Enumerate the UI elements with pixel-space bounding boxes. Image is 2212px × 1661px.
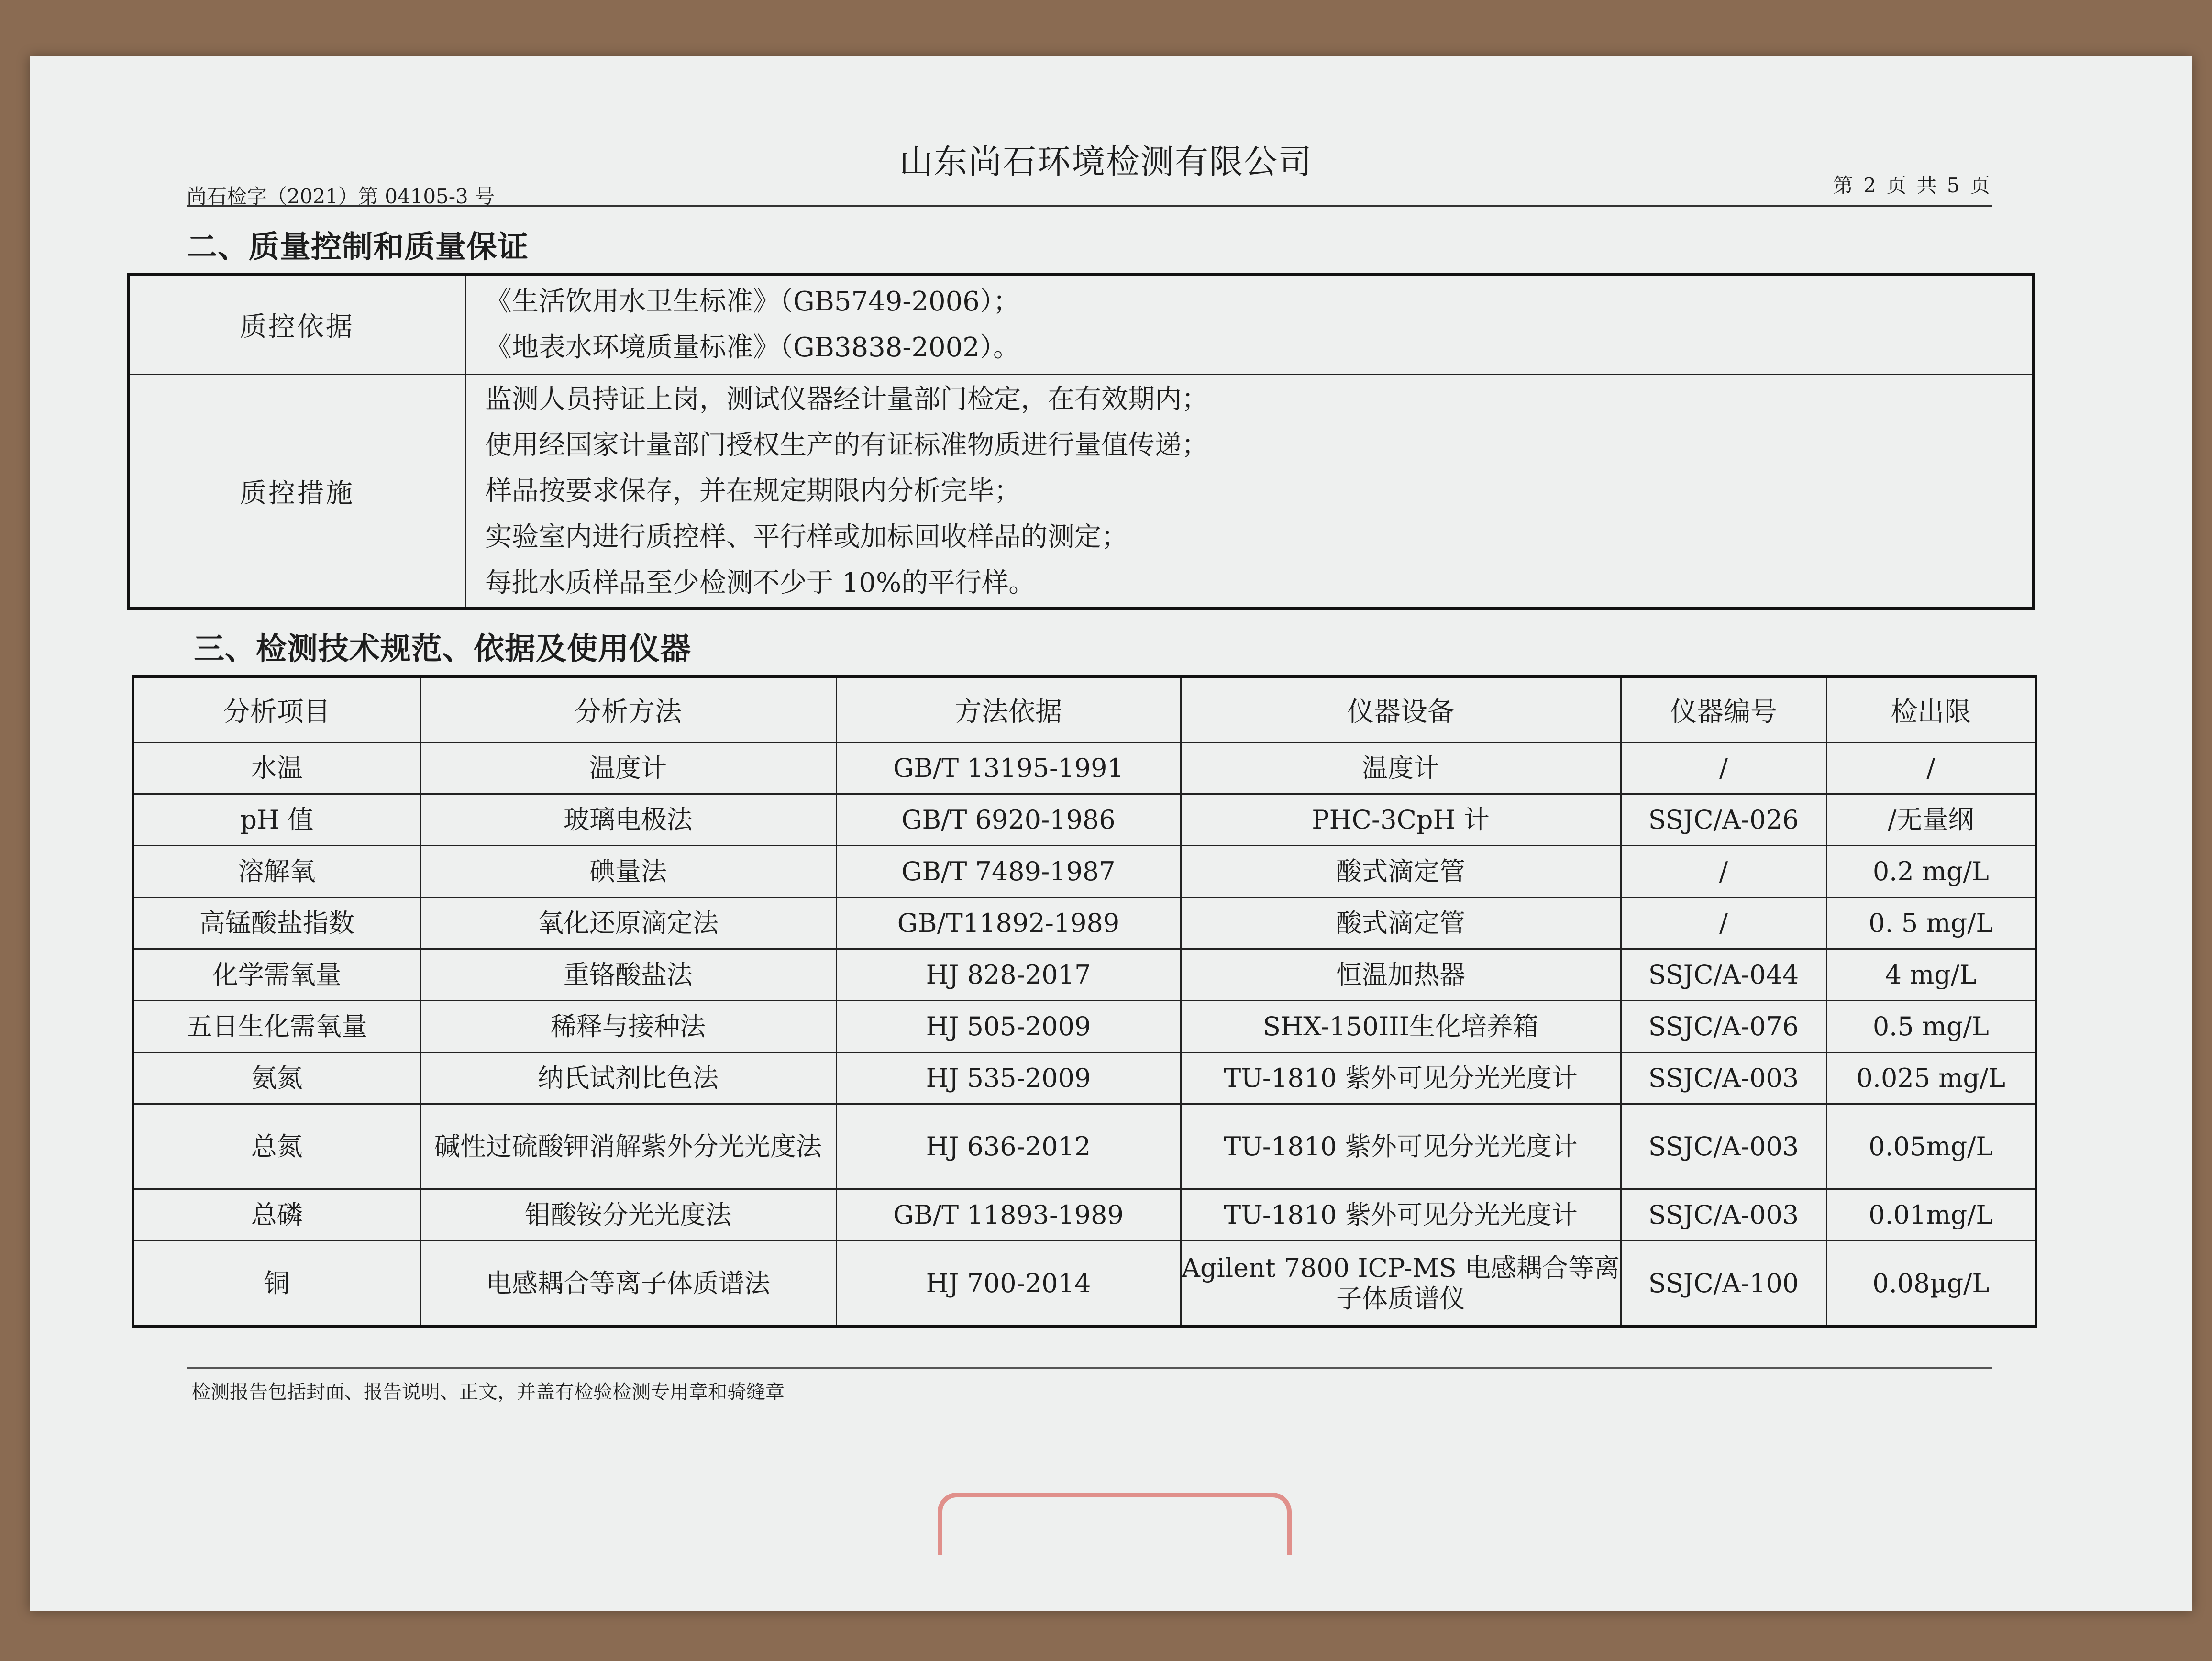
table-cell-item: 水温 [133,742,420,794]
table-cell-id: / [1621,897,1826,949]
table-cell-item: 高锰酸盐指数 [133,897,420,949]
col-header: 仪器编号 [1621,677,1826,742]
table-cell-basis: GB/T 6920-1986 [836,794,1181,846]
qc-basis-line: 《生活饮用水卫生标准》（GB5749-2006）； [485,286,1020,317]
col-header: 分析方法 [420,677,836,742]
table-row [133,897,2036,949]
report-number: 尚石检字（2021）第 04105-3 号 [187,185,495,208]
table-cell-instrument: PHC-3CpH 计 [1181,794,1621,846]
col-header: 仪器设备 [1181,677,1621,742]
qc-measures-content [465,375,2034,609]
table-row [133,742,2036,794]
table-cell-instrument: 恒温加热器 [1181,949,1621,1001]
table-cell-id: SSJC/A-003 [1621,1052,1826,1104]
col-header: 分析项目 [133,677,420,742]
footer-divider [187,1367,1992,1369]
col-header: 检出限 [1826,677,2036,742]
table-cell-method: 重铬酸盐法 [420,949,836,1001]
section2-title: 二、质量控制和质量保证 [187,229,529,265]
table-cell-method: 稀释与接种法 [420,1001,836,1052]
table-row [133,1052,2036,1104]
table-cell-item: 铜 [133,1241,420,1327]
qc-measures-row [128,375,2033,609]
official-seal [938,1493,1292,1555]
table-cell-instrument: 酸式滴定管 [1181,897,1621,949]
table-cell-id: SSJC/A-100 [1621,1241,1826,1327]
table-row [133,794,2036,846]
table-cell-method: 温度计 [420,742,836,794]
table-cell-limit: 0.08µg/L [1826,1241,2036,1327]
table-cell-id: SSJC/A-003 [1621,1104,1826,1189]
table-row [133,1104,2036,1189]
qc-basis-line: 《地表水环境质量标准》（GB3838-2002）。 [485,332,1020,363]
qc-measure-line: 实验室内进行质控样、平行样或加标回收样品的测定； [485,521,1128,553]
table-cell-instrument: 酸式滴定管 [1181,846,1621,897]
table-cell-instrument: SHX-150III生化培养箱 [1181,1001,1621,1052]
table-cell-limit: 0.2 mg/L [1826,846,2036,897]
table-cell-item: 氨氮 [133,1052,420,1104]
table-row [133,949,2036,1001]
table-cell-limit: 0.5 mg/L [1826,1001,2036,1052]
section3-title: 三、检测技术规范、依据及使用仪器 [194,631,691,667]
table-cell-instrument: TU-1810 紫外可见分光光度计 [1181,1104,1621,1189]
footer-note: 检测报告包括封面、报告说明、正文，并盖有检验检测专用章和骑缝章 [191,1381,785,1403]
qc-measure-line: 每批水质样品至少检测不少于 10%的平行样。 [485,567,1036,598]
table-cell-limit: 0.01mg/L [1826,1189,2036,1241]
table-cell-method: 纳氏试剂比色法 [420,1052,836,1104]
test-methods-table [132,675,2037,1328]
table-cell-limit: / [1826,742,2036,794]
table-cell-item: 化学需氧量 [133,949,420,1001]
table-cell-method: 氧化还原滴定法 [420,897,836,949]
table-cell-instrument: TU-1810 紫外可见分光光度计 [1181,1189,1621,1241]
table-cell-limit: 0. 5 mg/L [1826,897,2036,949]
table-cell-method: 碱性过硫酸钾消解紫外分光光度法 [420,1104,836,1189]
qc-measure-line: 使用经国家计量部门授权生产的有证标准物质进行量值传递； [485,429,1208,461]
table-row [133,846,2036,897]
table-row [133,1001,2036,1052]
table-header-row [133,677,2036,742]
table-cell-basis: GB/T 7489-1987 [836,846,1181,897]
table-cell-item: 总磷 [133,1189,420,1241]
company-name: 山东尚石环境检测有限公司 [899,142,1313,181]
table-cell-id: / [1621,742,1826,794]
table-cell-id: SSJC/A-044 [1621,949,1826,1001]
table-cell-limit: /无量纲 [1826,794,2036,846]
table-cell-basis: GB/T 13195-1991 [836,742,1181,794]
table-cell-id: SSJC/A-026 [1621,794,1826,846]
table-cell-id: SSJC/A-003 [1621,1189,1826,1241]
table-cell-basis: GB/T 11893-1989 [836,1189,1181,1241]
table-cell-instrument: Agilent 7800 ICP-MS 电感耦合等离子体质谱仪 [1181,1241,1621,1327]
qc-basis-row [128,274,2033,375]
table-cell-method: 碘量法 [420,846,836,897]
table-cell-method: 电感耦合等离子体质谱法 [420,1241,836,1327]
qc-basis-content [465,274,2034,375]
header-divider [187,205,1992,207]
table-cell-item: 溶解氧 [133,846,420,897]
table-cell-instrument: 温度计 [1181,742,1621,794]
table-cell-basis: GB/T11892-1989 [836,897,1181,949]
page-indicator: 第 2 页 共 5 页 [1833,174,1992,197]
table-row [133,1241,2036,1327]
table-cell-item: 五日生化需氧量 [133,1001,420,1052]
table-row [133,1189,2036,1241]
table-cell-limit: 4 mg/L [1826,949,2036,1001]
table-cell-item: pH 值 [133,794,420,846]
qc-measure-line: 样品按要求保存，并在规定期限内分析完毕； [485,475,1021,507]
qc-measure-line: 监测人员持证上岗，测试仪器经计量部门检定，在有效期内； [485,383,1208,415]
table-cell-basis: HJ 505-2009 [836,1001,1181,1052]
table-cell-method: 钼酸铵分光光度法 [420,1189,836,1241]
table-cell-id: / [1621,846,1826,897]
table-cell-limit: 0.025 mg/L [1826,1052,2036,1104]
table-cell-basis: HJ 636-2012 [836,1104,1181,1189]
qc-basis-label: 质控依据 [128,274,465,375]
table-cell-basis: HJ 535-2009 [836,1052,1181,1104]
qc-measures-label: 质控措施 [128,375,465,609]
quality-control-table [127,273,2035,610]
col-header: 方法依据 [836,677,1181,742]
table-cell-limit: 0.05mg/L [1826,1104,2036,1189]
table-cell-basis: HJ 828-2017 [836,949,1181,1001]
table-cell-basis: HJ 700-2014 [836,1241,1181,1327]
table-cell-id: SSJC/A-076 [1621,1001,1826,1052]
table-cell-item: 总氮 [133,1104,420,1189]
table-cell-instrument: TU-1810 紫外可见分光光度计 [1181,1052,1621,1104]
table-cell-method: 玻璃电极法 [420,794,836,846]
